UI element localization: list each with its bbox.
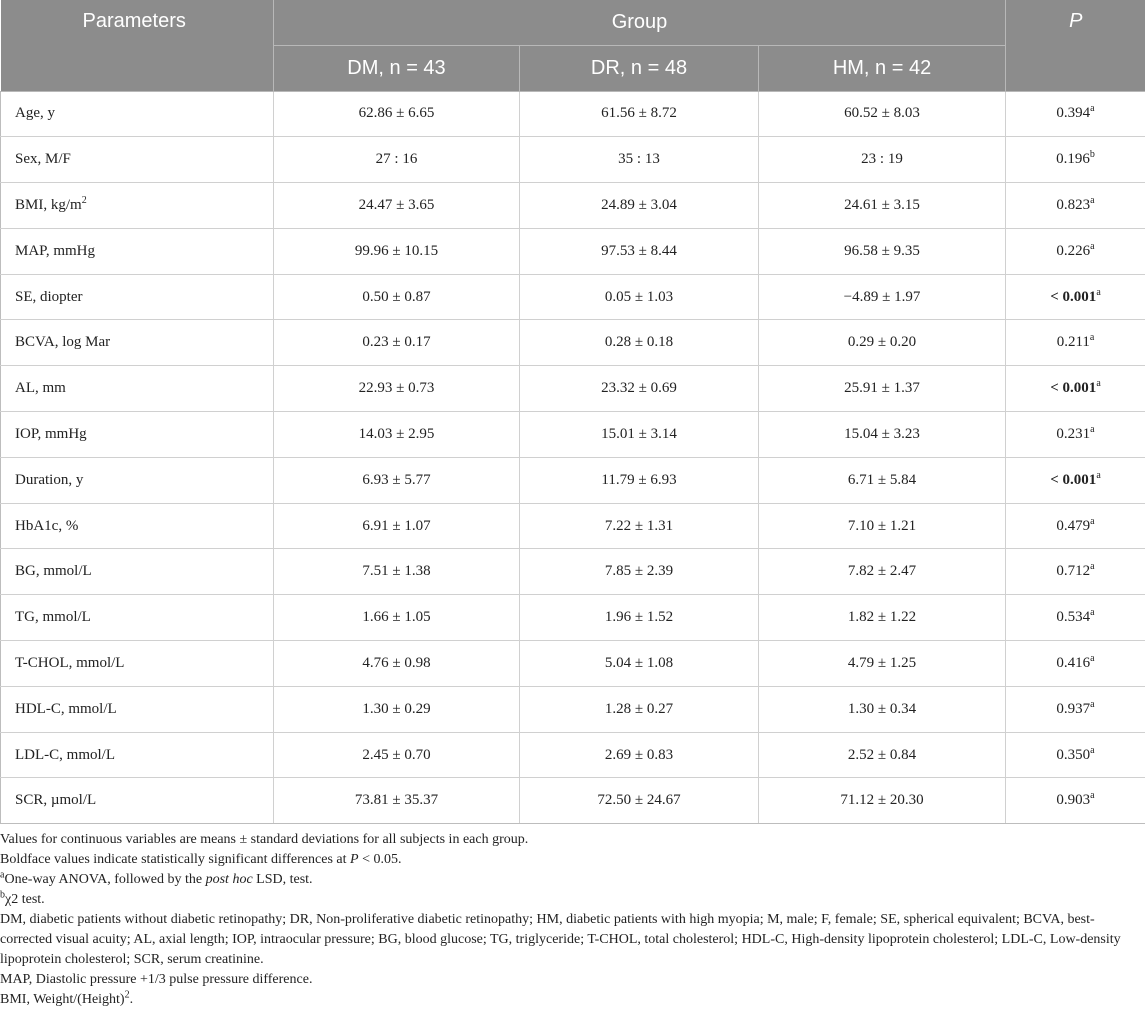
table-row: [1, 732, 1145, 778]
cell-dm: 24.47 ± 3.65: [274, 183, 520, 229]
cell-parameter: IOP, mmHg: [1, 412, 274, 458]
table-footnotes: [0, 830, 1145, 1010]
cell-hm: 60.52 ± 8.03: [759, 91, 1006, 137]
cell-hm: 1.30 ± 0.34: [759, 686, 1006, 732]
cell-p-value: < 0.001$^a$: [1006, 366, 1145, 412]
table-row: [1, 503, 1145, 549]
cell-dr: 5.04 ± 1.08: [520, 641, 759, 687]
footnote-boldface: Boldface values indicate statistically significant differences at P < 0.05.: [0, 852, 402, 867]
table-row: [1, 595, 1145, 641]
cell-hm: 15.04 ± 3.23: [759, 412, 1006, 458]
cell-dr: 7.22 ± 1.31: [520, 503, 759, 549]
header-group: Group: [274, 0, 1006, 45]
cell-dr: 11.79 ± 6.93: [520, 457, 759, 503]
cell-dm: 73.81 ± 35.37: [274, 778, 520, 824]
cell-hm: 7.10 ± 1.21: [759, 503, 1006, 549]
cell-p-value: 0.937$^a$: [1006, 686, 1145, 732]
table-row: [1, 183, 1145, 229]
cell-hm: 6.71 ± 5.84: [759, 457, 1006, 503]
header-parameters: Parameters: [1, 0, 274, 91]
header-group-dr: DR, n = 48: [520, 45, 759, 91]
cell-dm: 0.23 ± 0.17: [274, 320, 520, 366]
cell-dr: 15.01 ± 3.14: [520, 412, 759, 458]
cell-dm: 99.96 ± 10.15: [274, 228, 520, 274]
cell-dr: 97.53 ± 8.44: [520, 228, 759, 274]
cell-dm: 7.51 ± 1.38: [274, 549, 520, 595]
cell-dr: 35 : 13: [520, 137, 759, 183]
footnote-anova: $^a$One-way ANOVA, followed by the post hoc LSD, test.: [0, 869, 313, 887]
cell-dm: 6.91 ± 1.07: [274, 503, 520, 549]
cell-hm: −4.89 ± 1.97: [759, 274, 1006, 320]
cell-parameter: SCR, µmol/L: [1, 778, 274, 824]
table-row: [1, 366, 1145, 412]
cell-parameter: HbA1c, %: [1, 503, 274, 549]
cell-p-value: 0.823$^a$: [1006, 183, 1145, 229]
cell-dm: 27 : 16: [274, 137, 520, 183]
cell-dm: 1.66 ± 1.05: [274, 595, 520, 641]
cell-dm: 4.76 ± 0.98: [274, 641, 520, 687]
cell-hm: 4.79 ± 1.25: [759, 641, 1006, 687]
cell-parameter: Sex, M/F: [1, 137, 274, 183]
cell-parameter: Age, y: [1, 91, 274, 137]
cell-p-value: 0.416$^a$: [1006, 641, 1145, 687]
cell-parameter: LDL-C, mmol/L: [1, 732, 274, 778]
cell-hm: 7.82 ± 2.47: [759, 549, 1006, 595]
cell-dr: 0.05 ± 1.03: [520, 274, 759, 320]
cell-p-value: 0.712$^a$: [1006, 549, 1145, 595]
table-row: [1, 91, 1145, 137]
cell-p-value: < 0.001$^a$: [1006, 274, 1145, 320]
cell-p-value: 0.211$^a$: [1006, 320, 1145, 366]
cell-dr: 7.85 ± 2.39: [520, 549, 759, 595]
table-row: [1, 778, 1145, 824]
cell-dr: 23.32 ± 0.69: [520, 366, 759, 412]
cell-p-value: 0.903$^a$: [1006, 778, 1145, 824]
footnote-bmi: BMI, Weight/(Height)$^2$.: [0, 989, 134, 1007]
cell-p-value: 0.226$^a$: [1006, 228, 1145, 274]
cell-parameter: TG, mmol/L: [1, 595, 274, 641]
cell-dr: 24.89 ± 3.04: [520, 183, 759, 229]
cell-parameter: AL, mm: [1, 366, 274, 412]
cell-p-value: 0.350$^a$: [1006, 732, 1145, 778]
cell-hm: 0.29 ± 0.20: [759, 320, 1006, 366]
cell-dr: 0.28 ± 0.18: [520, 320, 759, 366]
cell-hm: 2.52 ± 0.84: [759, 732, 1006, 778]
cell-dm: 0.50 ± 0.87: [274, 274, 520, 320]
cell-dr: 61.56 ± 8.72: [520, 91, 759, 137]
cell-parameter: BG, mmol/L: [1, 549, 274, 595]
table-row: [1, 320, 1145, 366]
cell-parameter: T-CHOL, mmol/L: [1, 641, 274, 687]
cell-dr: 72.50 ± 24.67: [520, 778, 759, 824]
cell-parameter: BCVA, log Mar: [1, 320, 274, 366]
cell-dm: 22.93 ± 0.73: [274, 366, 520, 412]
cell-hm: 71.12 ± 20.30: [759, 778, 1006, 824]
cell-parameter: HDL-C, mmol/L: [1, 686, 274, 732]
table-header: [1, 0, 1145, 91]
cell-dm: 62.86 ± 6.65: [274, 91, 520, 137]
cell-parameter: BMI, $kg/m^2$: [1, 183, 274, 229]
cell-hm: 1.82 ± 1.22: [759, 595, 1006, 641]
table-row: [1, 228, 1145, 274]
cell-parameter: MAP, mmHg: [1, 228, 274, 274]
cell-p-value: 0.534$^a$: [1006, 595, 1145, 641]
table-row: [1, 274, 1145, 320]
cell-dm: 1.30 ± 0.29: [274, 686, 520, 732]
footnote-abbreviations: DM, diabetic patients without diabetic retinopathy; DR, Non-proliferative diabetic retinopathy; HM, diabetic patients with high myopia; M, male; F, female; SE, spherical equivalent; BCVA, best-corrected visual acuity; AL, axial length; IOP, intraocular pressure; BG, blood glucose; TG, triglyceride; T-CHOL, total cholesterol; HDL-C, High-density lipoprotein cholesterol; LDL-C, Low-density lipoprotein cholesterol; SCR, serum creatinine.: [0, 912, 1121, 967]
cell-p-value: 0.394$^a$: [1006, 91, 1145, 137]
cell-p-value: 0.231$^a$: [1006, 412, 1145, 458]
table-row: [1, 686, 1145, 732]
cell-hm: 96.58 ± 9.35: [759, 228, 1006, 274]
footnote-values: Values for continuous variables are means ± standard deviations for all subjects in each group.: [0, 832, 529, 847]
cell-dm: 14.03 ± 2.95: [274, 412, 520, 458]
cell-p-value: 0.479$^a$: [1006, 503, 1145, 549]
table-body: [1, 91, 1145, 824]
cell-hm: 23 : 19: [759, 137, 1006, 183]
cell-hm: 25.91 ± 1.37: [759, 366, 1006, 412]
header-group-hm: HM, n = 42: [759, 45, 1006, 91]
cell-hm: 24.61 ± 3.15: [759, 183, 1006, 229]
cell-parameter: Duration, y: [1, 457, 274, 503]
cell-p-value: < 0.001$^a$: [1006, 457, 1145, 503]
cell-dm: 2.45 ± 0.70: [274, 732, 520, 778]
table-row: [1, 137, 1145, 183]
table-row: [1, 549, 1145, 595]
cell-dr: 2.69 ± 0.83: [520, 732, 759, 778]
cell-parameter: SE, diopter: [1, 274, 274, 320]
table-row: [1, 412, 1145, 458]
cell-dr: 1.96 ± 1.52: [520, 595, 759, 641]
table-row: [1, 641, 1145, 687]
cell-p-value: 0.196$^b$: [1006, 137, 1145, 183]
table-row: [1, 457, 1145, 503]
footnote-map: MAP, Diastolic pressure +1/3 pulse pressure difference.: [0, 972, 313, 987]
header-group-dm: DM, n = 43: [274, 45, 520, 91]
header-p-value: P: [1006, 0, 1145, 91]
footnote-chi-square: $^b$χ2 test.: [0, 889, 45, 907]
cell-dr: 1.28 ± 0.27: [520, 686, 759, 732]
cell-dm: 6.93 ± 5.77: [274, 457, 520, 503]
